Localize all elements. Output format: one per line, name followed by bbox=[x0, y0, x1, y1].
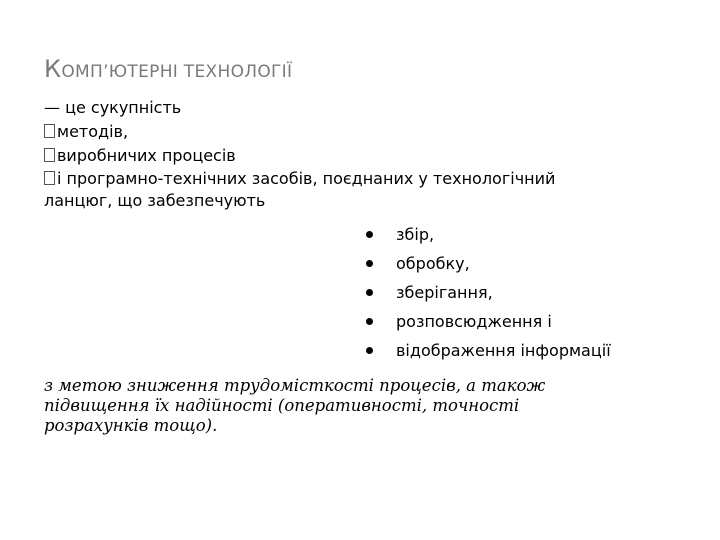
list-item bbox=[366, 307, 720, 336]
list-item-label: обробку, bbox=[396, 254, 470, 273]
list-item bbox=[366, 278, 720, 307]
list-item bbox=[366, 336, 720, 365]
checklist-item-label: і програмно-технічних засобів, поєднаних у технологічний ланцюг, що забезпечують bbox=[44, 169, 556, 210]
checklist-item bbox=[44, 168, 604, 212]
checkbox-icon bbox=[44, 148, 55, 162]
bullet-icon bbox=[366, 347, 373, 354]
checklist-item bbox=[44, 120, 664, 144]
slide-body bbox=[44, 96, 664, 365]
list-item bbox=[366, 249, 720, 278]
list-item-label: збір, bbox=[396, 225, 435, 244]
list-item bbox=[366, 220, 720, 249]
checklist-item-label: виробничих процесів bbox=[57, 146, 236, 165]
checkbox-icon bbox=[44, 171, 55, 185]
title-rest: ОМП’ЮТЕРНІ ТЕХНОЛОГІЇ bbox=[61, 62, 293, 82]
list-item-label: розповсюдження і bbox=[396, 312, 552, 331]
bullet-icon bbox=[366, 289, 373, 296]
bullet-icon bbox=[366, 260, 373, 267]
bullet-icon bbox=[366, 231, 373, 238]
bullet-list bbox=[366, 220, 720, 365]
intro-line: — це сукупність bbox=[44, 98, 182, 117]
checkbox-icon bbox=[44, 124, 55, 138]
checklist-item-label: методів, bbox=[57, 122, 129, 141]
list-item-label: зберігання, bbox=[396, 283, 493, 302]
title-first-letter: К bbox=[44, 55, 62, 83]
bullet-icon bbox=[366, 318, 373, 325]
page-title bbox=[44, 55, 292, 83]
list-item-label: відображення інформації bbox=[396, 341, 611, 360]
checklist-item bbox=[44, 144, 664, 168]
purpose-note: з метою зниження трудомісткості процесів, а також підвищення їх надійності (оперативності, точності розрахунків тощо). bbox=[44, 376, 546, 435]
